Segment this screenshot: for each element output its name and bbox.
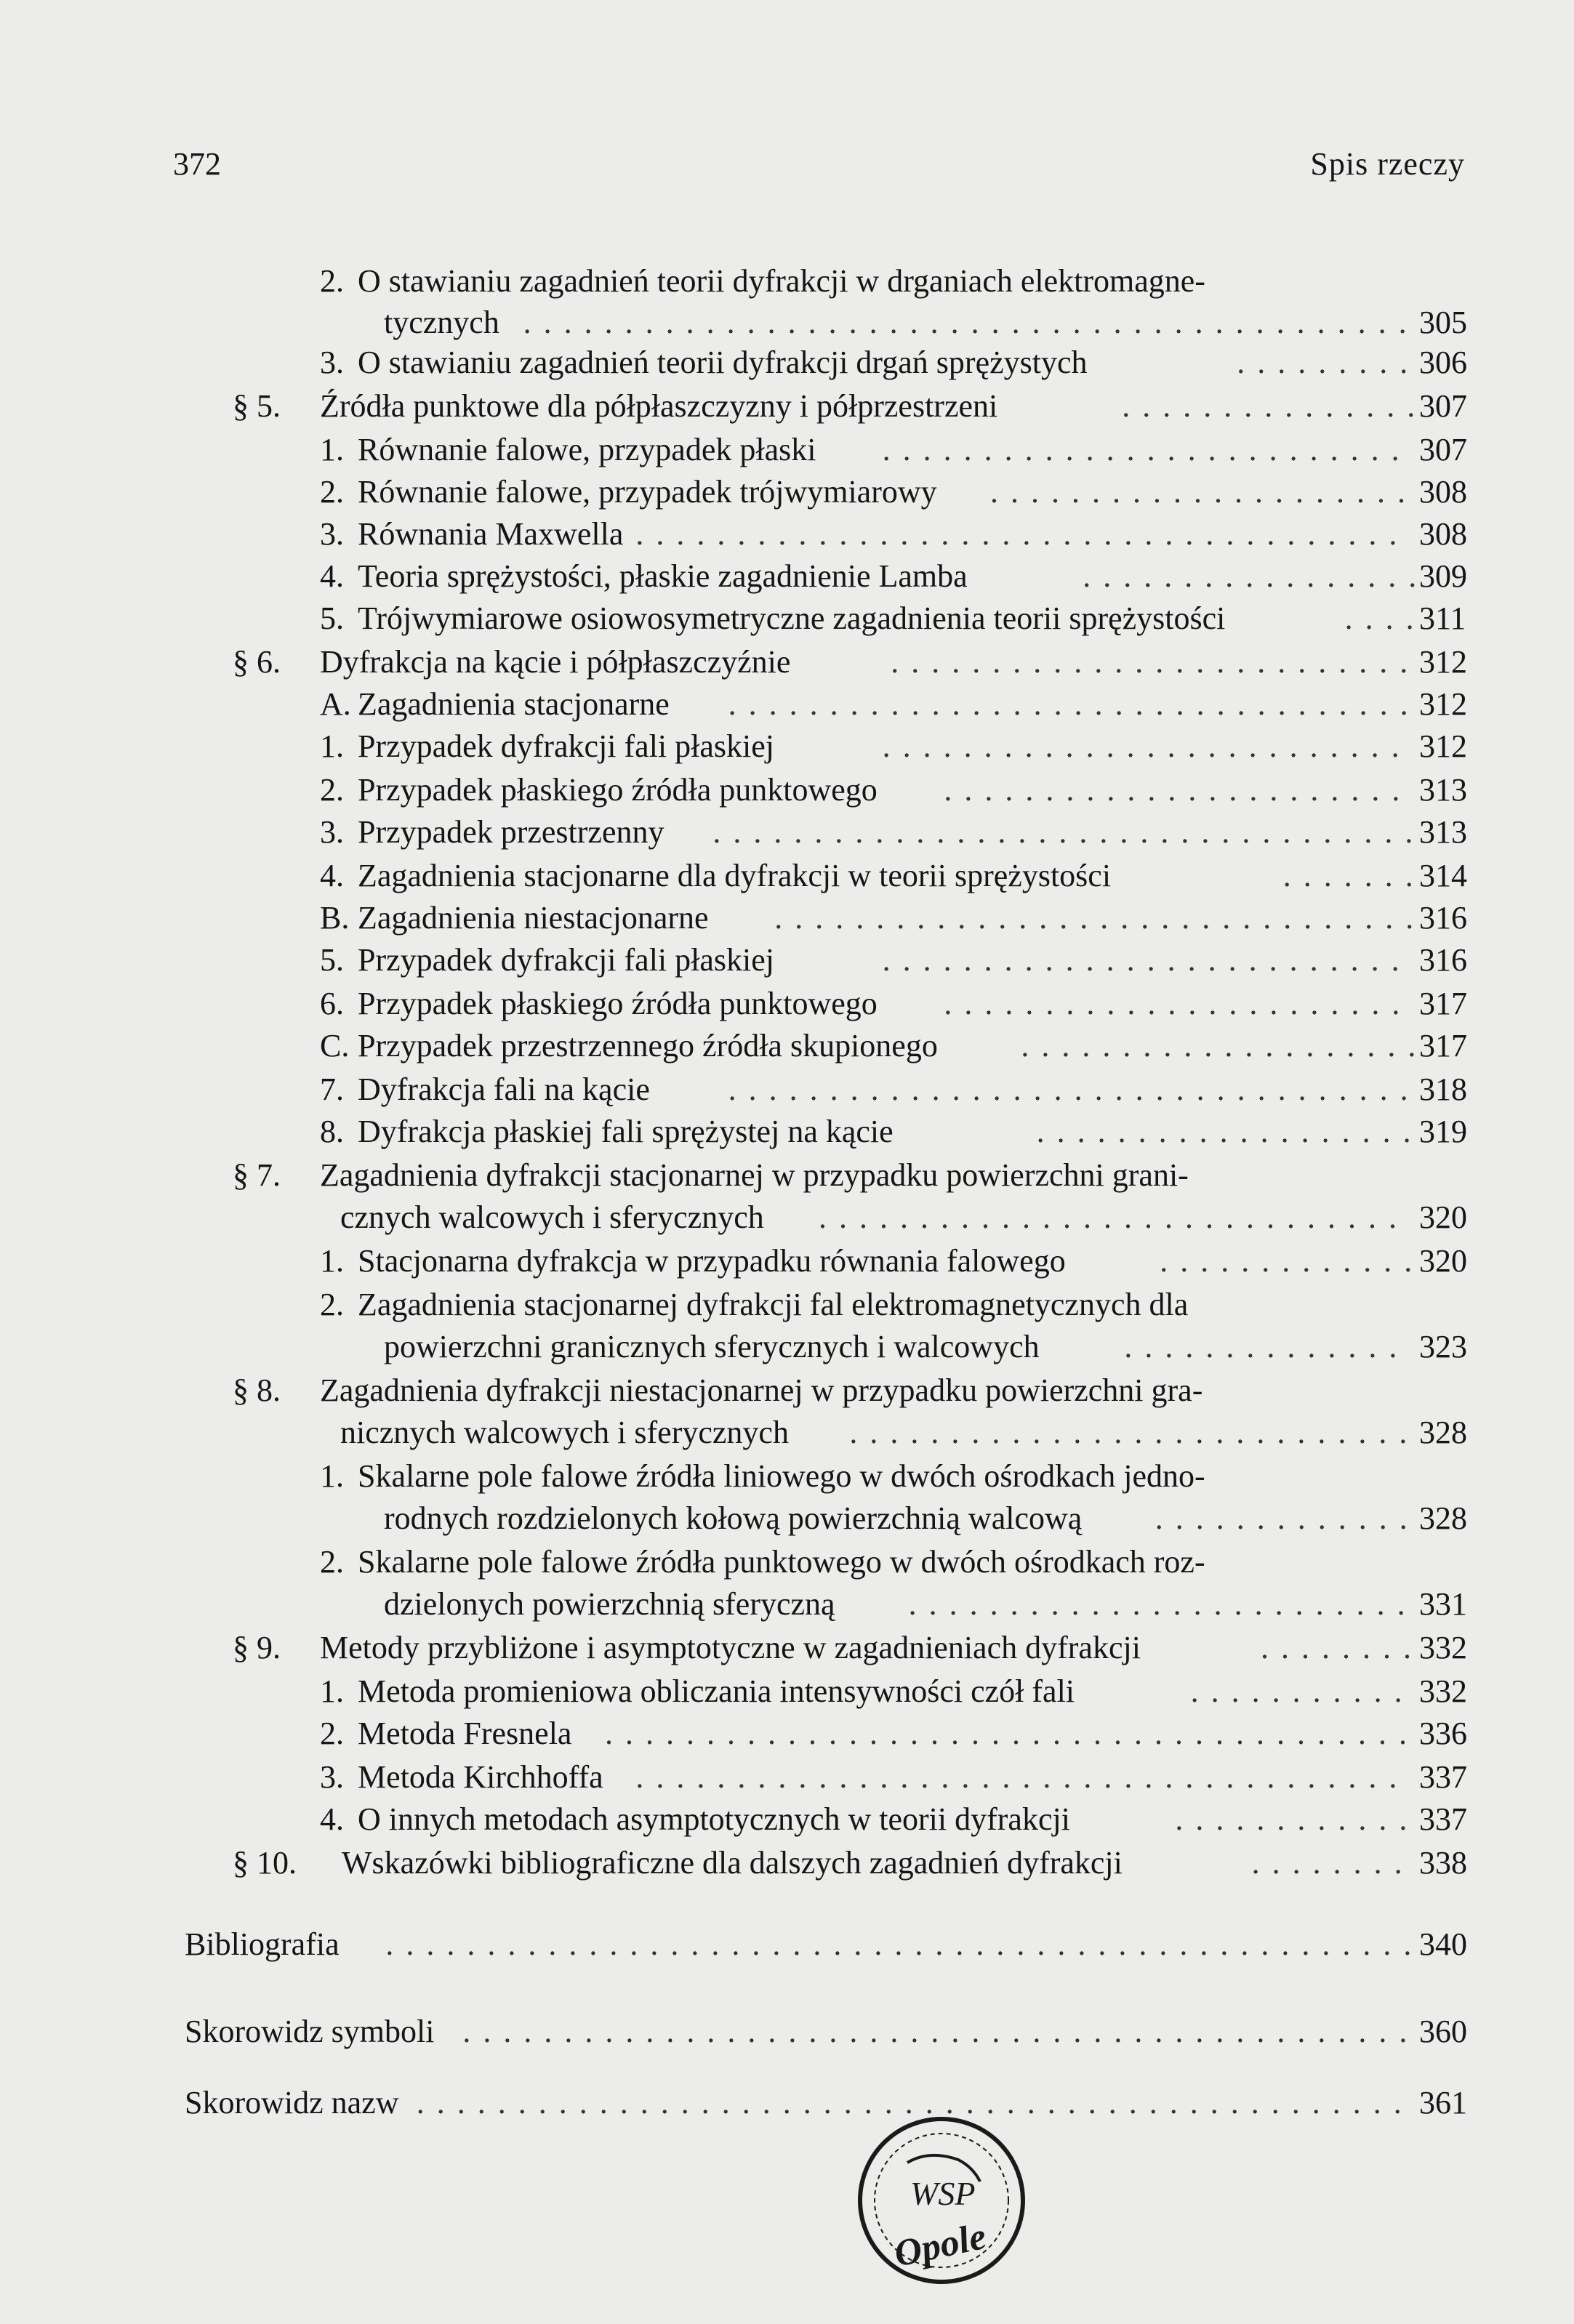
dot-leader: ................... [1036,1114,1424,1149]
toc-line [0,1756,1574,1798]
running-title: Spis rzeczy [1310,146,1465,182]
dot-leader: ....................... [944,772,1413,808]
dot-leader: .................... [1021,1028,1429,1064]
toc-entry-title: Przypadek dyfrakcji fali płaskiej [358,942,775,978]
toc-page-number: 328 [1419,1415,1467,1450]
toc-entry-title: Przypadek przestrzennego źródła skupionego [358,1028,938,1064]
toc-page-number: 312 [1419,728,1467,764]
dot-leader: ............. [1155,1500,1420,1536]
toc-page-number: 308 [1419,474,1467,510]
dot-leader: ........... [1190,1673,1415,1709]
toc-page-number: 313 [1419,814,1467,850]
toc-entry-title: Wskazówki bibliograficzne dla dalszych zagadnień dyfrakcji [342,1845,1123,1881]
toc-page-number: 337 [1419,1801,1467,1837]
toc-entry-number: 1. [320,1243,344,1279]
toc-line [0,1197,1574,1239]
toc-line [0,342,1574,384]
toc-entry-number: 1. [320,432,344,467]
toc-line [0,1111,1574,1153]
toc-page-number: 361 [1419,2085,1467,2120]
toc-line [0,513,1574,555]
dot-leader: ........................................ [605,1716,1419,1751]
toc-page-number: 311 [1419,600,1466,636]
toc-entry-title: Przypadek przestrzenny [358,814,664,850]
toc-line [0,1025,1574,1067]
dot-leader: ................................................... [385,1926,1424,1962]
dot-leader: ........ [1261,1630,1424,1665]
toc-entry-number: 4. [320,558,344,594]
dot-leader: .................................. [728,1071,1421,1107]
toc-entry-title: Zagadnienia niestacjonarne [358,900,709,936]
toc-line [0,683,1574,725]
toc-page-number: 313 [1419,772,1467,808]
toc-entry-number: 4. [320,858,344,893]
toc-line [0,1240,1574,1282]
dot-leader: ............................ [849,1415,1420,1450]
toc-entry-title: Zagadnienia stacjonarne [358,686,670,722]
toc-line [0,897,1574,939]
dot-leader: .......................... [882,942,1412,978]
dot-leader: ........ [1251,1845,1415,1881]
toc-line [0,1455,1574,1497]
toc-line [0,1370,1574,1412]
toc-entry-number: 8. [320,1114,344,1149]
toc-page-number: 332 [1419,1673,1467,1709]
toc-line [0,1284,1574,1326]
toc-page-number: 306 [1419,345,1467,380]
dot-leader: ............................................ [523,305,1419,340]
toc-entry-number: 2. [320,772,344,808]
toc-page-number: 319 [1419,1114,1467,1149]
dot-leader: .......................... [882,432,1412,467]
toc-page-number: 331 [1419,1586,1467,1622]
toc-entry-number: 5. [320,600,344,636]
toc-page-number: 309 [1419,558,1467,594]
toc-entry-number: B. [320,900,350,936]
toc-entry-number: 3. [320,1759,344,1795]
toc-entry-title: cznych walcowych i sferycznych [340,1199,764,1235]
dot-leader: ....... [1282,858,1426,893]
toc-line [0,429,1574,471]
toc-entry-title: Metoda Kirchhoffa [358,1759,603,1795]
toc-entry-number: 1. [320,728,344,764]
toc-line [0,302,1574,344]
toc-entry-title: Równania Maxwella [358,516,624,552]
toc-entry-number: 2. [320,1716,344,1751]
toc-entry-title: Metody przybliżone i asymptotyczne w zagadnieniach dyfrakcji [320,1630,1141,1665]
toc-line [0,1154,1574,1197]
toc-line [0,769,1574,811]
toc-line [0,1670,1574,1713]
toc-page-number: 328 [1419,1500,1467,1536]
toc-entry-title: Dyfrakcja na kącie i półpłaszczyźnie [320,644,791,680]
toc-entry-title: Stacjonarna dyfrakcja w przypadku równania falowego [358,1243,1066,1279]
dot-leader: .... [1344,600,1426,636]
dot-leader: .......................... [891,644,1421,680]
toc-entry-title: O innych metodach asymptotycznych w teorii dyfrakcji [358,1801,1070,1837]
toc-entry-number: § 9. [233,1630,281,1665]
toc-line [0,1583,1574,1625]
dot-leader: ....................... [944,986,1413,1021]
toc-page-number: 338 [1419,1845,1467,1881]
toc-entry-title: dzielonych powierzchnią sferyczną [384,1586,835,1622]
toc-line [0,385,1574,427]
toc-entry-number: 2. [320,263,344,299]
toc-entry-number: 3. [320,345,344,380]
toc-entry-number: § 5. [233,388,281,424]
toc-line [0,983,1574,1025]
toc-entry-number: § 10. [233,1845,297,1881]
library-stamp-icon [851,2112,1032,2290]
toc-entry-number: 2. [320,474,344,510]
toc-entry-title: Przypadek dyfrakcji fali płaskiej [358,728,775,764]
toc-entry-number: 1. [320,1458,344,1494]
toc-line [0,1541,1574,1583]
toc-line [0,1497,1574,1540]
toc-entry-number: 5. [320,942,344,978]
toc-entry-title: Trójwymiarowe osiowosymetryczne zagadnienia teorii sprężystości [358,600,1226,636]
toc-page-number: 337 [1419,1759,1467,1795]
toc-entry-number: § 6. [233,644,281,680]
toc-entry-title: Zagadnienia stacjonarne dla dyfrakcji w teorii sprężystości [358,858,1112,893]
dot-leader: ..................... [990,474,1418,510]
toc-line [0,1326,1574,1368]
toc-entry-title: Równanie falowe, przypadek płaski [358,432,816,467]
toc-page-number: 340 [1419,1926,1467,1962]
toc-entry-title: Źródła punktowe dla półpłaszczyzny i półprzestrzeni [320,388,998,424]
toc-entry-title: Skorowidz symboli [185,2014,435,2049]
toc-page-number: 312 [1419,686,1467,722]
toc-entry-number: 7. [320,1071,344,1107]
toc-entry-number: 4. [320,1801,344,1837]
dot-leader: ............................................... [462,2014,1420,2049]
toc-entry-title: Zagadnienia dyfrakcji stacjonarnej w przypadku powierzchni grani- [320,1157,1189,1193]
toc-line [0,598,1574,640]
dot-leader: ............ [1175,1801,1420,1837]
toc-line [0,1627,1574,1669]
dot-leader: ................................... [712,814,1426,850]
toc-page-number: 360 [1419,2014,1467,2049]
toc-entry-title: Skorowidz nazw [185,2085,399,2120]
toc-entry-number: A. [320,686,351,722]
dot-leader: ............. [1160,1243,1425,1279]
svg-text:WSP: WSP [910,2175,976,2212]
toc-line [0,1923,1574,1966]
toc-page-number: 314 [1419,858,1467,893]
dot-leader: .......................... [882,728,1412,764]
toc-entry-title: rodnych rozdzielonych kołową powierzchnią walcową [384,1500,1083,1536]
toc-entry-title: Teoria sprężystości, płaskie zagadnienie Lamba [358,558,968,594]
dot-leader: ................................................. [416,2085,1414,2120]
toc-entry-number: § 7. [233,1157,281,1193]
toc-page-number: 312 [1419,644,1467,680]
toc-entry-title: powierzchni granicznych sferycznych i walcowych [384,1329,1040,1364]
dot-leader: ...................................... [635,1759,1410,1795]
toc-entry-title: O stawianiu zagadnień teorii dyfrakcji w drganiach elektromagne- [358,263,1205,299]
toc-line [0,811,1574,853]
toc-entry-number: 3. [320,516,344,552]
toc-entry-title: O stawianiu zagadnień teorii dyfrakcji drgań sprężystych [358,345,1088,380]
toc-page-number: 305 [1419,305,1467,340]
toc-page-number: 318 [1419,1071,1467,1107]
toc-line [0,939,1574,981]
toc-entry-number: 1. [320,1673,344,1709]
toc-page-number: 307 [1419,432,1467,467]
toc-entry-title: Bibliografia [185,1926,340,1962]
svg-text:Opole: Opole [891,2215,990,2275]
toc-entry-title: Dyfrakcja fali na kącie [358,1071,650,1107]
toc-entry-number: 2. [320,1544,344,1580]
dot-leader: .............. [1124,1329,1410,1364]
toc-page-number: 308 [1419,516,1467,552]
toc-entry-title: Zagadnienia dyfrakcji niestacjonarnej w przypadku powierzchni gra- [320,1372,1203,1408]
toc-page-number: 320 [1419,1199,1467,1235]
toc-entry-title: Zagadnienia stacjonarnej dyfrakcji fal elektromagnetycznych dla [358,1287,1189,1322]
toc-line [0,555,1574,598]
toc-page-number: 307 [1419,388,1467,424]
toc-entry-title: Skalarne pole falowe źródła liniowego w dwóch ośrodkach jedno- [358,1458,1205,1494]
toc-page-number: 316 [1419,900,1467,936]
toc-line [0,1069,1574,1111]
dot-leader: ................. [1083,558,1429,594]
dot-leader: .................................. [728,686,1421,722]
toc-line [0,1798,1574,1841]
dot-leader: ...................................... [635,516,1410,552]
toc-entry-title: Metoda Fresnela [358,1716,572,1751]
dot-leader: ......................... [908,1586,1418,1622]
dot-leader: ............... [1122,388,1428,424]
toc-entry-title: Przypadek płaskiego źródła punktowego [358,986,878,1021]
toc-entry-title: Skalarne pole falowe źródła punktowego w dwóch ośrodkach roz- [358,1544,1205,1580]
toc-entry-number: § 8. [233,1372,281,1408]
toc-page-number: 323 [1419,1329,1467,1364]
toc-line [0,1713,1574,1755]
toc-line [0,725,1574,768]
toc-line [0,2082,1574,2124]
toc-line [0,641,1574,683]
toc-page-number: 332 [1419,1630,1467,1665]
toc-entry-title: Równanie falowe, przypadek trójwymiarowy [358,474,937,510]
dot-leader: ................................ [774,900,1426,936]
dot-leader: ......... [1237,345,1421,380]
toc-entry-number: 6. [320,986,344,1021]
toc-page-number: 336 [1419,1716,1467,1751]
toc-entry-number: 2. [320,1287,344,1322]
toc-line [0,471,1574,513]
toc-line [0,855,1574,897]
toc-entry-title: Dyfrakcja płaskiej fali sprężystej na kącie [358,1114,894,1149]
toc-entry-title: Metoda promieniowa obliczania intensywności czół fali [358,1673,1075,1709]
toc-entry-title: Przypadek płaskiego źródła punktowego [358,772,878,808]
toc-page-number: 320 [1419,1243,1467,1279]
toc-entry-number: 3. [320,814,344,850]
toc-page-number: 317 [1419,986,1467,1021]
toc-line [0,1842,1574,1884]
toc-line [0,260,1574,302]
toc-entry-title: nicznych walcowych i sferycznych [340,1415,789,1450]
toc-page-number: 317 [1419,1028,1467,1064]
toc-entry-number: C. [320,1028,350,1064]
toc-line [0,1412,1574,1454]
toc-line [0,2011,1574,2053]
page-number: 372 [173,146,221,182]
toc-entry-title: tycznych [384,305,499,340]
toc-page-number: 316 [1419,942,1467,978]
dot-leader: ............................. [819,1199,1409,1235]
